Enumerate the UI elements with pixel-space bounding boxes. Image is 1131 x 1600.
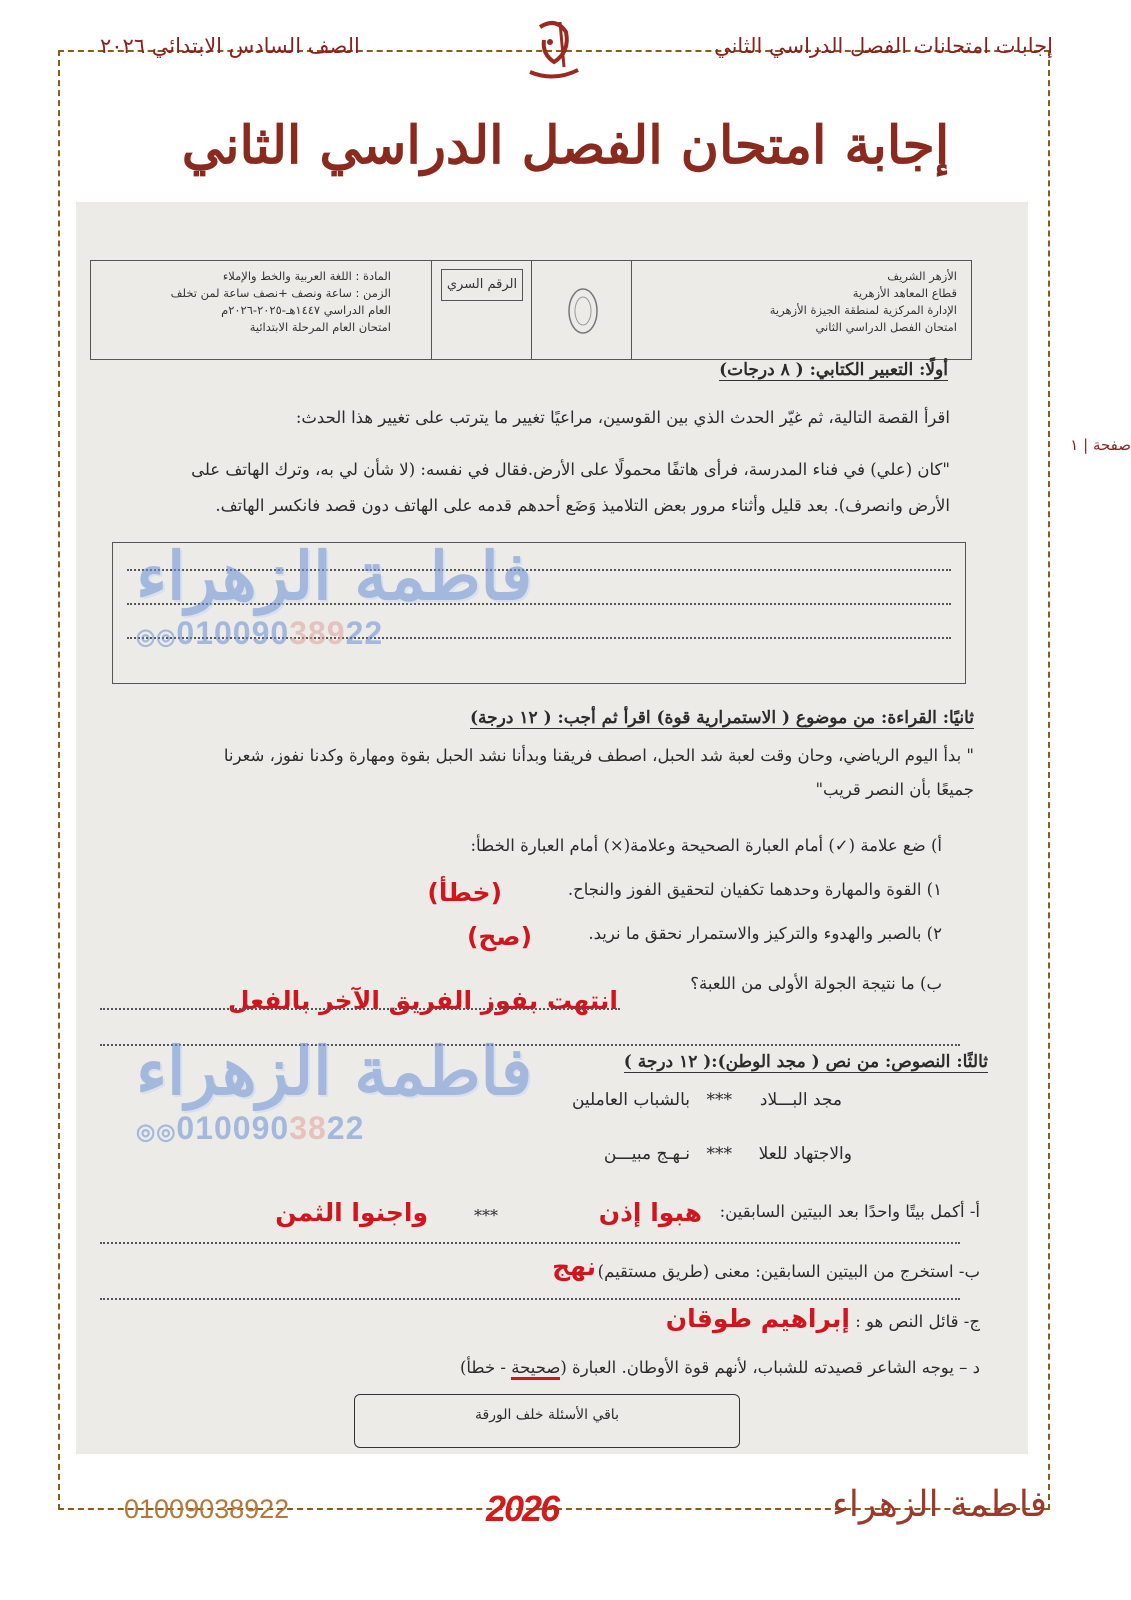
- answer-a2: (صح): [466, 922, 532, 951]
- remaining-questions-box: [354, 1394, 740, 1448]
- answer-3a-sep: ***: [474, 1206, 498, 1225]
- answer-a1: (خطأ): [427, 878, 502, 907]
- whatsapp-icon: ◎◎: [136, 624, 177, 649]
- watermark-phone: ◎◎01009038922: [136, 615, 384, 651]
- section3-heading: ثالثًا: النصوص: من نص ( مجد الوطن):( ١٢ درجة ): [623, 1052, 988, 1072]
- verse2-right: والاجتهاد للعلا: [758, 1144, 852, 1164]
- sheet-line: قطاع المعاهد الأزهرية: [852, 286, 957, 300]
- answer-3a-2: واجنوا الثمن: [275, 1198, 428, 1227]
- watermark: [136, 1032, 532, 1147]
- story-line: الأرض وانصرف). بعد قليل وأثناء مرور بعض التلاميذ وَضَع أحدهم قدمه على الهاتف دون قصد فانكسر الهاتف.: [215, 496, 950, 515]
- exam-sheet-header: [90, 260, 972, 360]
- question-3d: د – يوجه الشاعر قصيدته للشباب، لأنهم قوة الأوطان. العبارة (صحيحة - خطأ): [460, 1358, 980, 1377]
- question-3b: ب- استخرج من البيتين السابقين: معنى (طريق مستقيم): [597, 1262, 980, 1281]
- watermark-name: فاطمة الزهراء: [136, 1032, 533, 1110]
- header-grade: الصف السادس الابتدائي ٢٠٢٦: [100, 34, 360, 58]
- section1-heading: أولًا: التعبير الكتابي: ( ٨ درجات): [719, 360, 948, 380]
- header-exam-answers: إجابات امتحانات الفصل الدراسي الثاني: [714, 34, 1053, 58]
- verse2-sep: ***: [706, 1144, 732, 1164]
- answer-line: [100, 1008, 620, 1010]
- whatsapp-icon: ◎◎: [136, 1119, 177, 1144]
- header-logo-icon: [520, 12, 588, 88]
- watermark-phone: ◎◎0100903822: [136, 1110, 365, 1146]
- footer-year: 2026: [486, 1488, 559, 1529]
- remaining-questions-note: باقي الأسئلة خلف الورقة: [475, 1407, 619, 1423]
- answer-line: [100, 1298, 960, 1300]
- footer-logo: فاطمة الزهراء: [832, 1484, 1047, 1525]
- answer-line: [100, 1242, 960, 1244]
- question-a: أ) ضع علامة (✓) أمام العبارة الصحيحة وعلامة(×) أمام العبارة الخطأ:: [470, 836, 942, 855]
- question-a1: ١) القوة والمهارة وحدهما تكفيان لتحقيق الفوز والنجاح.: [567, 880, 942, 899]
- verse1-right: مجد البـــلاد: [759, 1090, 842, 1110]
- exam-paper-photo: [76, 202, 1028, 1454]
- secret-number-box: [441, 269, 523, 301]
- answer-3b: نهج: [552, 1252, 596, 1281]
- azhar-seal-icon: [553, 279, 613, 343]
- question-b: ب) ما نتيجة الجولة الأولى من اللعبة؟: [690, 974, 942, 993]
- answer-3c: إبراهيم طوقان: [665, 1304, 850, 1333]
- sheet-line: الزمن : ساعة ونصف +نصف ساعة لمن تخلف: [170, 286, 391, 300]
- sheet-line: العام الدراسي ١٤٤٧هـ-٢٠٢٥-٢٠٢٦م: [221, 303, 391, 317]
- secret-number-label: الرقم السري: [446, 277, 518, 292]
- story-line: "كان (علي) في فناء المدرسة، فرأى هاتفًا محمولًا على الأرض.فقال في نفسه: (لا شأن لي به، وترك الهاتف على: [191, 460, 950, 479]
- question-3a: أ- أكمل بيتًا واحدًا بعد البيتين السابقين:: [719, 1202, 980, 1221]
- verse2-left: نـهـج مبيـــن: [603, 1144, 690, 1164]
- answer-b: انتهت بفوز الفريق الآخر بالفعل: [227, 986, 618, 1015]
- footer-phone: 01009038922: [124, 1494, 290, 1524]
- sheet-line: المادة : اللغة العربية والخط والإملاء: [222, 269, 391, 283]
- sheet-line: امتحان العام المرحلة الابتدائية: [249, 320, 391, 334]
- section1-instruction: اقرأ القصة التالية، ثم غيّر الحدث الذي بين القوسين، مراعيًا تغيير ما يترتب على تغيير هذا الحدث:: [295, 408, 950, 427]
- passage-line: " بدأ اليوم الرياضي، وحان وقت لعبة شد الحبل، اصطف فريقنا وبدأنا نشد الحبل بقوة ومهارة وكدنا نفوز، شعرنا: [223, 746, 974, 765]
- sheet-line: امتحان الفصل الدراسي الثاني: [815, 320, 957, 334]
- section2-heading: ثانيًا: القراءة: من موضوع ( الاستمرارية قوة) اقرأ ثم أجب: ( ١٢ درجة): [470, 708, 974, 728]
- sheet-line: الأزهر الشريف: [887, 269, 957, 283]
- question-a2: ٢) بالصبر والهدوء والتركيز والاستمرار نحقق ما نريد.: [588, 924, 942, 943]
- verse1-left: بالشباب العاملين: [571, 1090, 690, 1110]
- side-page-number: صفحة | ١: [1070, 436, 1131, 454]
- passage-line: جميعًا بأن النصر قريب": [815, 780, 974, 799]
- verse1-sep: ***: [706, 1090, 732, 1110]
- watermark-name: فاطمة الزهراء: [136, 537, 533, 615]
- answer-3d-correct: صحيحة: [511, 1358, 560, 1380]
- watermark: [136, 537, 532, 652]
- question-3c: ج- قائل النص هو :: [855, 1312, 980, 1331]
- page-title: إجابة امتحان الفصل الدراسي الثاني: [181, 115, 950, 176]
- answer-3a-1: هبوا إذن: [598, 1198, 702, 1227]
- sheet-line: الإدارة المركزية لمنطقة الجيزة الأزهرية: [769, 303, 957, 317]
